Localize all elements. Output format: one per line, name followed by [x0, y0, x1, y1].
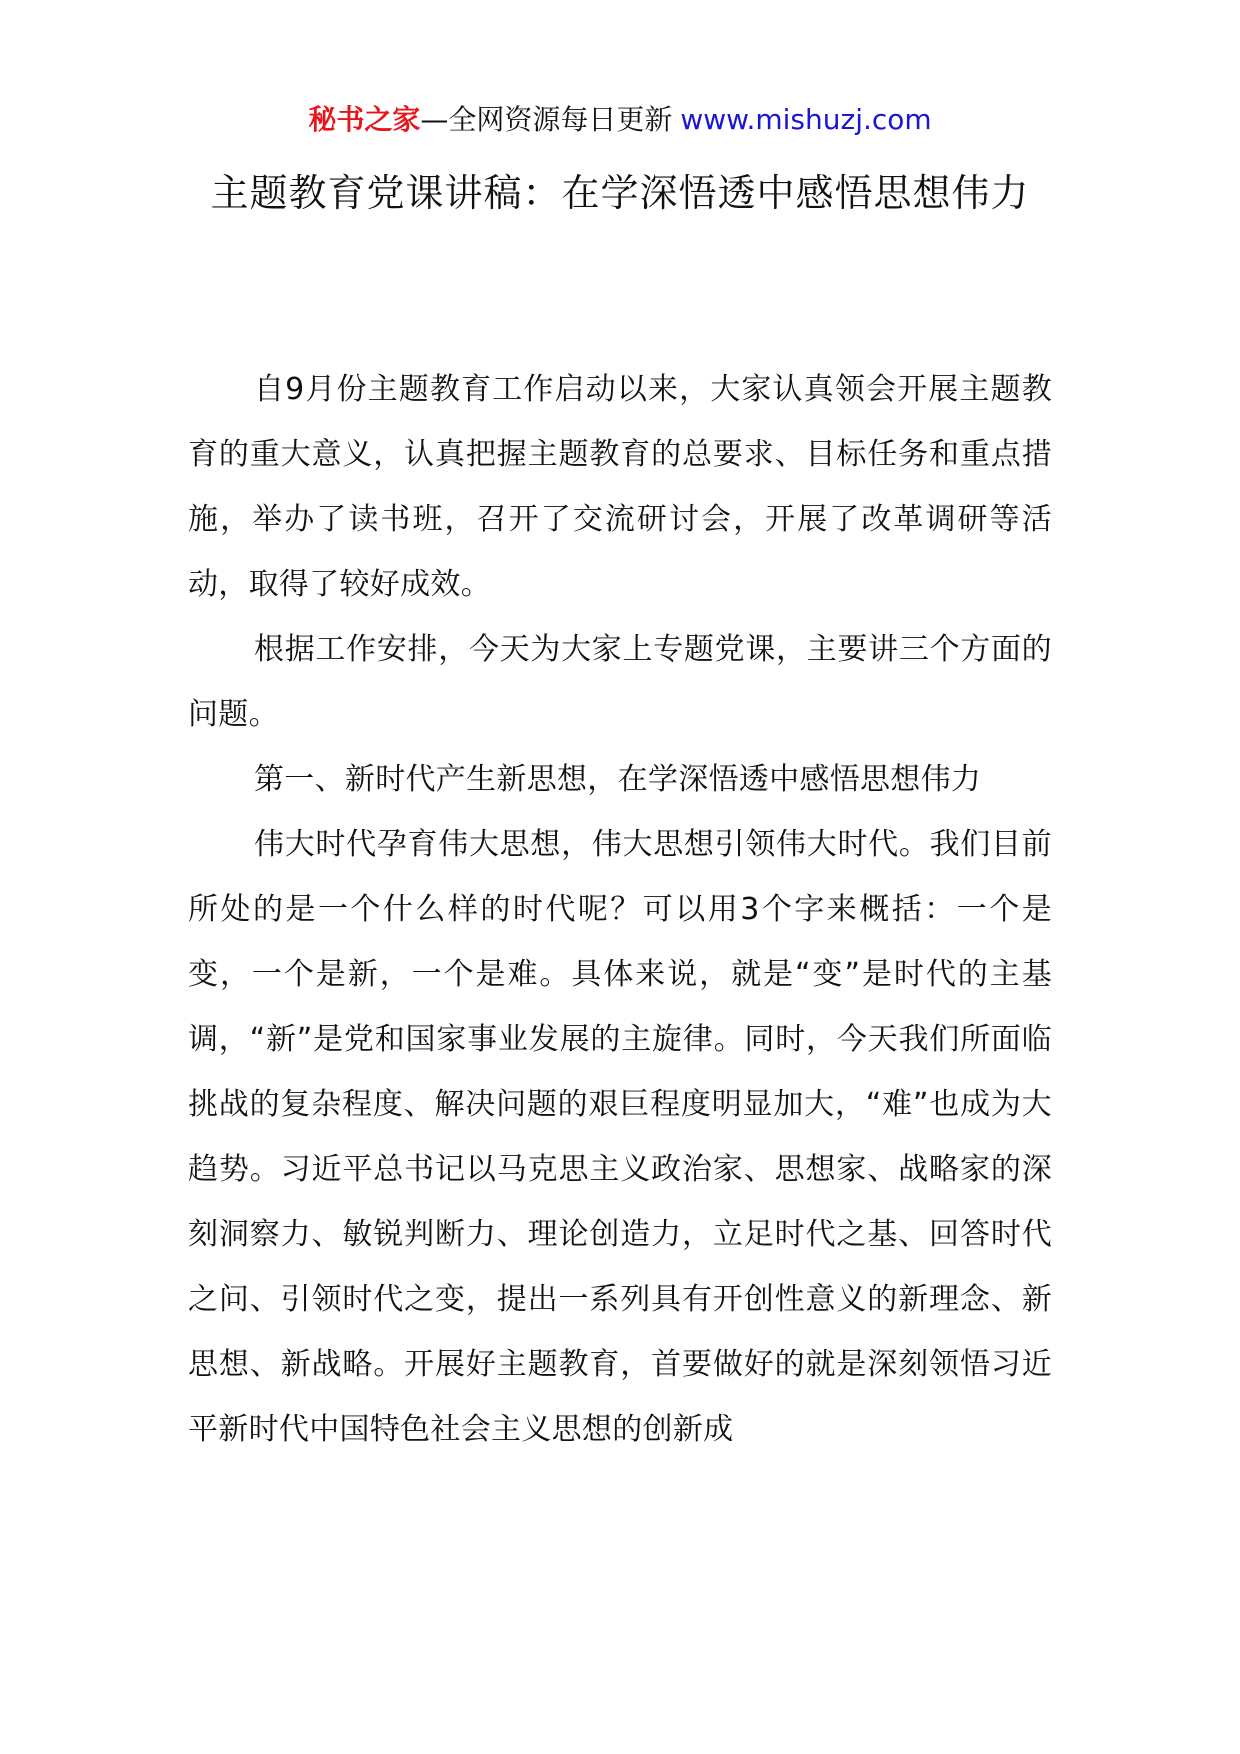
- site-url-link[interactable]: www.mishuzj.com: [680, 103, 932, 136]
- paragraph-intro: 自9月份主题教育工作启动以来，大家认真领会开展主题教育的重大意义，认真把握主题教育的总要求、目标任务和重点措施，举办了读书班，召开了交流研讨会，开展了改革调研等活动，取得了较好成效。: [188, 372, 1052, 602]
- document-title: 主题教育党课讲稿：在学深悟透中感悟思想伟力: [210, 171, 1030, 215]
- paragraph-agenda: 根据工作安排，今天为大家上专题党课，主要讲三个方面的问题。: [188, 632, 1052, 732]
- site-header: [0, 100, 1240, 140]
- brand-name: 秘书之家: [308, 103, 421, 136]
- document-body: [188, 357, 1052, 1462]
- header-tagline: —全网资源每日更新: [420, 103, 673, 136]
- section-heading-1: 第一、新时代产生新思想，在学深悟透中感悟思想伟力: [254, 762, 982, 797]
- paragraph-section-1: 伟大时代孕育伟大思想，伟大思想引领伟大时代。我们目前所处的是一个什么样的时代呢？可以用3个字来概括：一个是变，一个是新，一个是难。具体来说，就是“变”是时代的主基调，“新”是党和国家事业发展的主旋律。同时，今天我们所面临挑战的复杂程度、解决问题的艰巨程度明显加大，“难”也成为大趋势。习近平总书记以马克思主义政治家、思想家、战略家的深刻洞察力、敏锐判断力、理论创造力，立足时代之基、回答时代之问、引领时代之变，提出一系列具有开创性意义的新理念、新思想、新战略。开展好主题教育，首要做好的就是深刻领悟习近平新时代中国特色社会主义思想的创新成: [188, 827, 1052, 1447]
